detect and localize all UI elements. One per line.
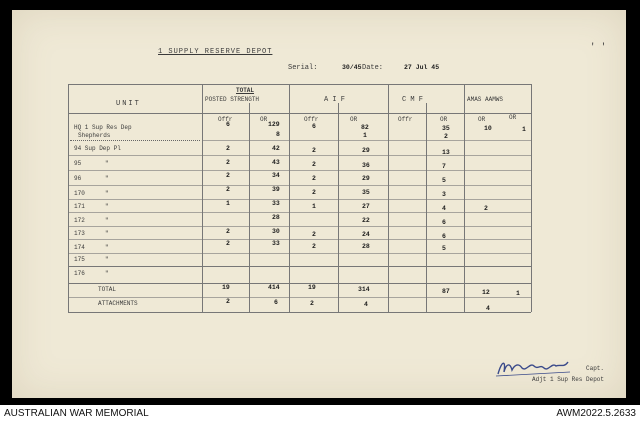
- cell: 1: [516, 290, 520, 297]
- cell: 33: [272, 200, 280, 207]
- ditto: ": [105, 217, 109, 224]
- cell: 42: [272, 145, 280, 152]
- cell: 87: [442, 288, 450, 295]
- ditto: ": [105, 160, 109, 167]
- cell: 82: [361, 124, 369, 131]
- row-unit-sub: Shepherds: [78, 132, 111, 139]
- ditto: ": [105, 256, 109, 263]
- footer-source: AUSTRALIAN WAR MEMORIAL: [4, 408, 149, 419]
- sub-or: OR: [350, 116, 358, 123]
- sub-or: OR: [478, 116, 486, 123]
- cell: 2: [226, 186, 230, 193]
- cell: 2: [226, 145, 230, 152]
- cell: 43: [272, 159, 280, 166]
- col-total: TOTAL: [236, 87, 255, 94]
- cell: 414: [268, 284, 280, 291]
- cell: 2: [226, 298, 230, 305]
- sub-or: OR: [440, 116, 448, 123]
- col-aif: A I F: [324, 96, 346, 104]
- cell: 4: [486, 305, 490, 312]
- cell: 2: [226, 159, 230, 166]
- ditto: ": [105, 230, 109, 237]
- cell: 5: [442, 177, 446, 184]
- row-unit: 94 Sup Dep Pl: [74, 145, 121, 152]
- ditto: ": [105, 175, 109, 182]
- cell: 3: [442, 191, 446, 198]
- date-label: Date:: [362, 64, 384, 72]
- cell: 2: [312, 161, 316, 168]
- cell: 1: [226, 200, 230, 207]
- cell: 1: [522, 126, 526, 133]
- sub-offrs: Offr: [218, 116, 233, 123]
- cell: 33: [272, 240, 280, 247]
- cell: 2: [312, 147, 316, 154]
- cell: 2: [484, 205, 488, 212]
- row-unit: 176: [74, 270, 85, 277]
- row-unit: 174: [74, 244, 85, 251]
- cell: 2: [226, 172, 230, 179]
- ditto: ": [105, 190, 109, 197]
- cell: 19: [222, 284, 230, 291]
- cell: 2: [312, 175, 316, 182]
- cell: 2: [312, 189, 316, 196]
- ditto: ": [105, 270, 109, 277]
- col-amas: AMAS AAMWS: [467, 96, 504, 103]
- cell: 5: [442, 245, 446, 252]
- corner-mark: ' ': [590, 42, 607, 52]
- cell: 34: [272, 172, 280, 179]
- cell: 27: [362, 203, 370, 210]
- date-value: 27 Jul 45: [404, 64, 440, 71]
- cell: 22: [362, 217, 370, 224]
- cell: 29: [362, 175, 370, 182]
- cell: 30: [272, 228, 280, 235]
- ditto: ": [105, 203, 109, 210]
- serial-label: Serial:: [288, 64, 318, 72]
- sub-or: OR: [260, 116, 268, 123]
- document-page: [12, 10, 626, 398]
- cell: 10: [484, 125, 492, 132]
- cell: 19: [308, 284, 316, 291]
- cell: 6: [442, 233, 446, 240]
- cell: 2: [444, 133, 448, 140]
- serial-value: 30/45: [342, 64, 362, 71]
- cell: 2: [310, 300, 314, 307]
- cell: 4: [364, 301, 368, 308]
- unit-title: 1 SUPPLY RESERVE DEPOT: [158, 48, 273, 56]
- cell: 314: [358, 286, 370, 293]
- signature-suffix: Capt.: [586, 365, 605, 372]
- cell: 1: [363, 132, 367, 139]
- col-posted-strength: POSTED STRENGTH: [205, 96, 260, 103]
- row-unit: 96: [74, 175, 82, 182]
- col-cmf: C M F: [402, 96, 424, 104]
- row-unit: 95: [74, 160, 82, 167]
- cell: 6: [312, 123, 316, 130]
- row-unit: 172: [74, 217, 85, 224]
- signature-title: Adjt 1 Sup Res Depot: [532, 376, 605, 383]
- cell: 39: [272, 186, 280, 193]
- cell: 2: [226, 240, 230, 247]
- cell: 29: [362, 147, 370, 154]
- cell: 28: [362, 243, 370, 250]
- col-unit: UNIT: [116, 100, 141, 108]
- cell: 4: [442, 205, 446, 212]
- row-unit: 173: [74, 230, 85, 237]
- cell: 2: [312, 231, 316, 238]
- attachments-label: ATTACHMENTS: [98, 300, 138, 307]
- sub-offrs: Offr: [304, 116, 319, 123]
- cell: 2: [226, 228, 230, 235]
- row-unit: 171: [74, 203, 85, 210]
- cell: 8: [276, 131, 280, 138]
- row-unit: 170: [74, 190, 85, 197]
- cell: 6: [274, 299, 278, 306]
- cell: 28: [272, 214, 280, 221]
- row-unit: HQ 1 Sup Res Dep: [74, 124, 132, 131]
- sub-or: OR: [509, 114, 517, 121]
- cell: 7: [442, 163, 446, 170]
- cell: 36: [362, 162, 370, 169]
- cell: 12: [482, 289, 490, 296]
- footer-accession: AWM2022.5.2633: [556, 408, 636, 419]
- cell: 6: [226, 121, 230, 128]
- cell: 6: [442, 219, 446, 226]
- cell: 35: [442, 125, 450, 132]
- row-unit: 175: [74, 256, 85, 263]
- cell: 35: [362, 189, 370, 196]
- cell: 1: [312, 203, 316, 210]
- cell: 129: [268, 121, 280, 128]
- ditto: ": [105, 244, 109, 251]
- cell: 2: [312, 243, 316, 250]
- sub-offrs: Offr: [398, 116, 413, 123]
- cell: 13: [442, 149, 450, 156]
- cell: 24: [362, 231, 370, 238]
- total-label: TOTAL: [98, 286, 117, 293]
